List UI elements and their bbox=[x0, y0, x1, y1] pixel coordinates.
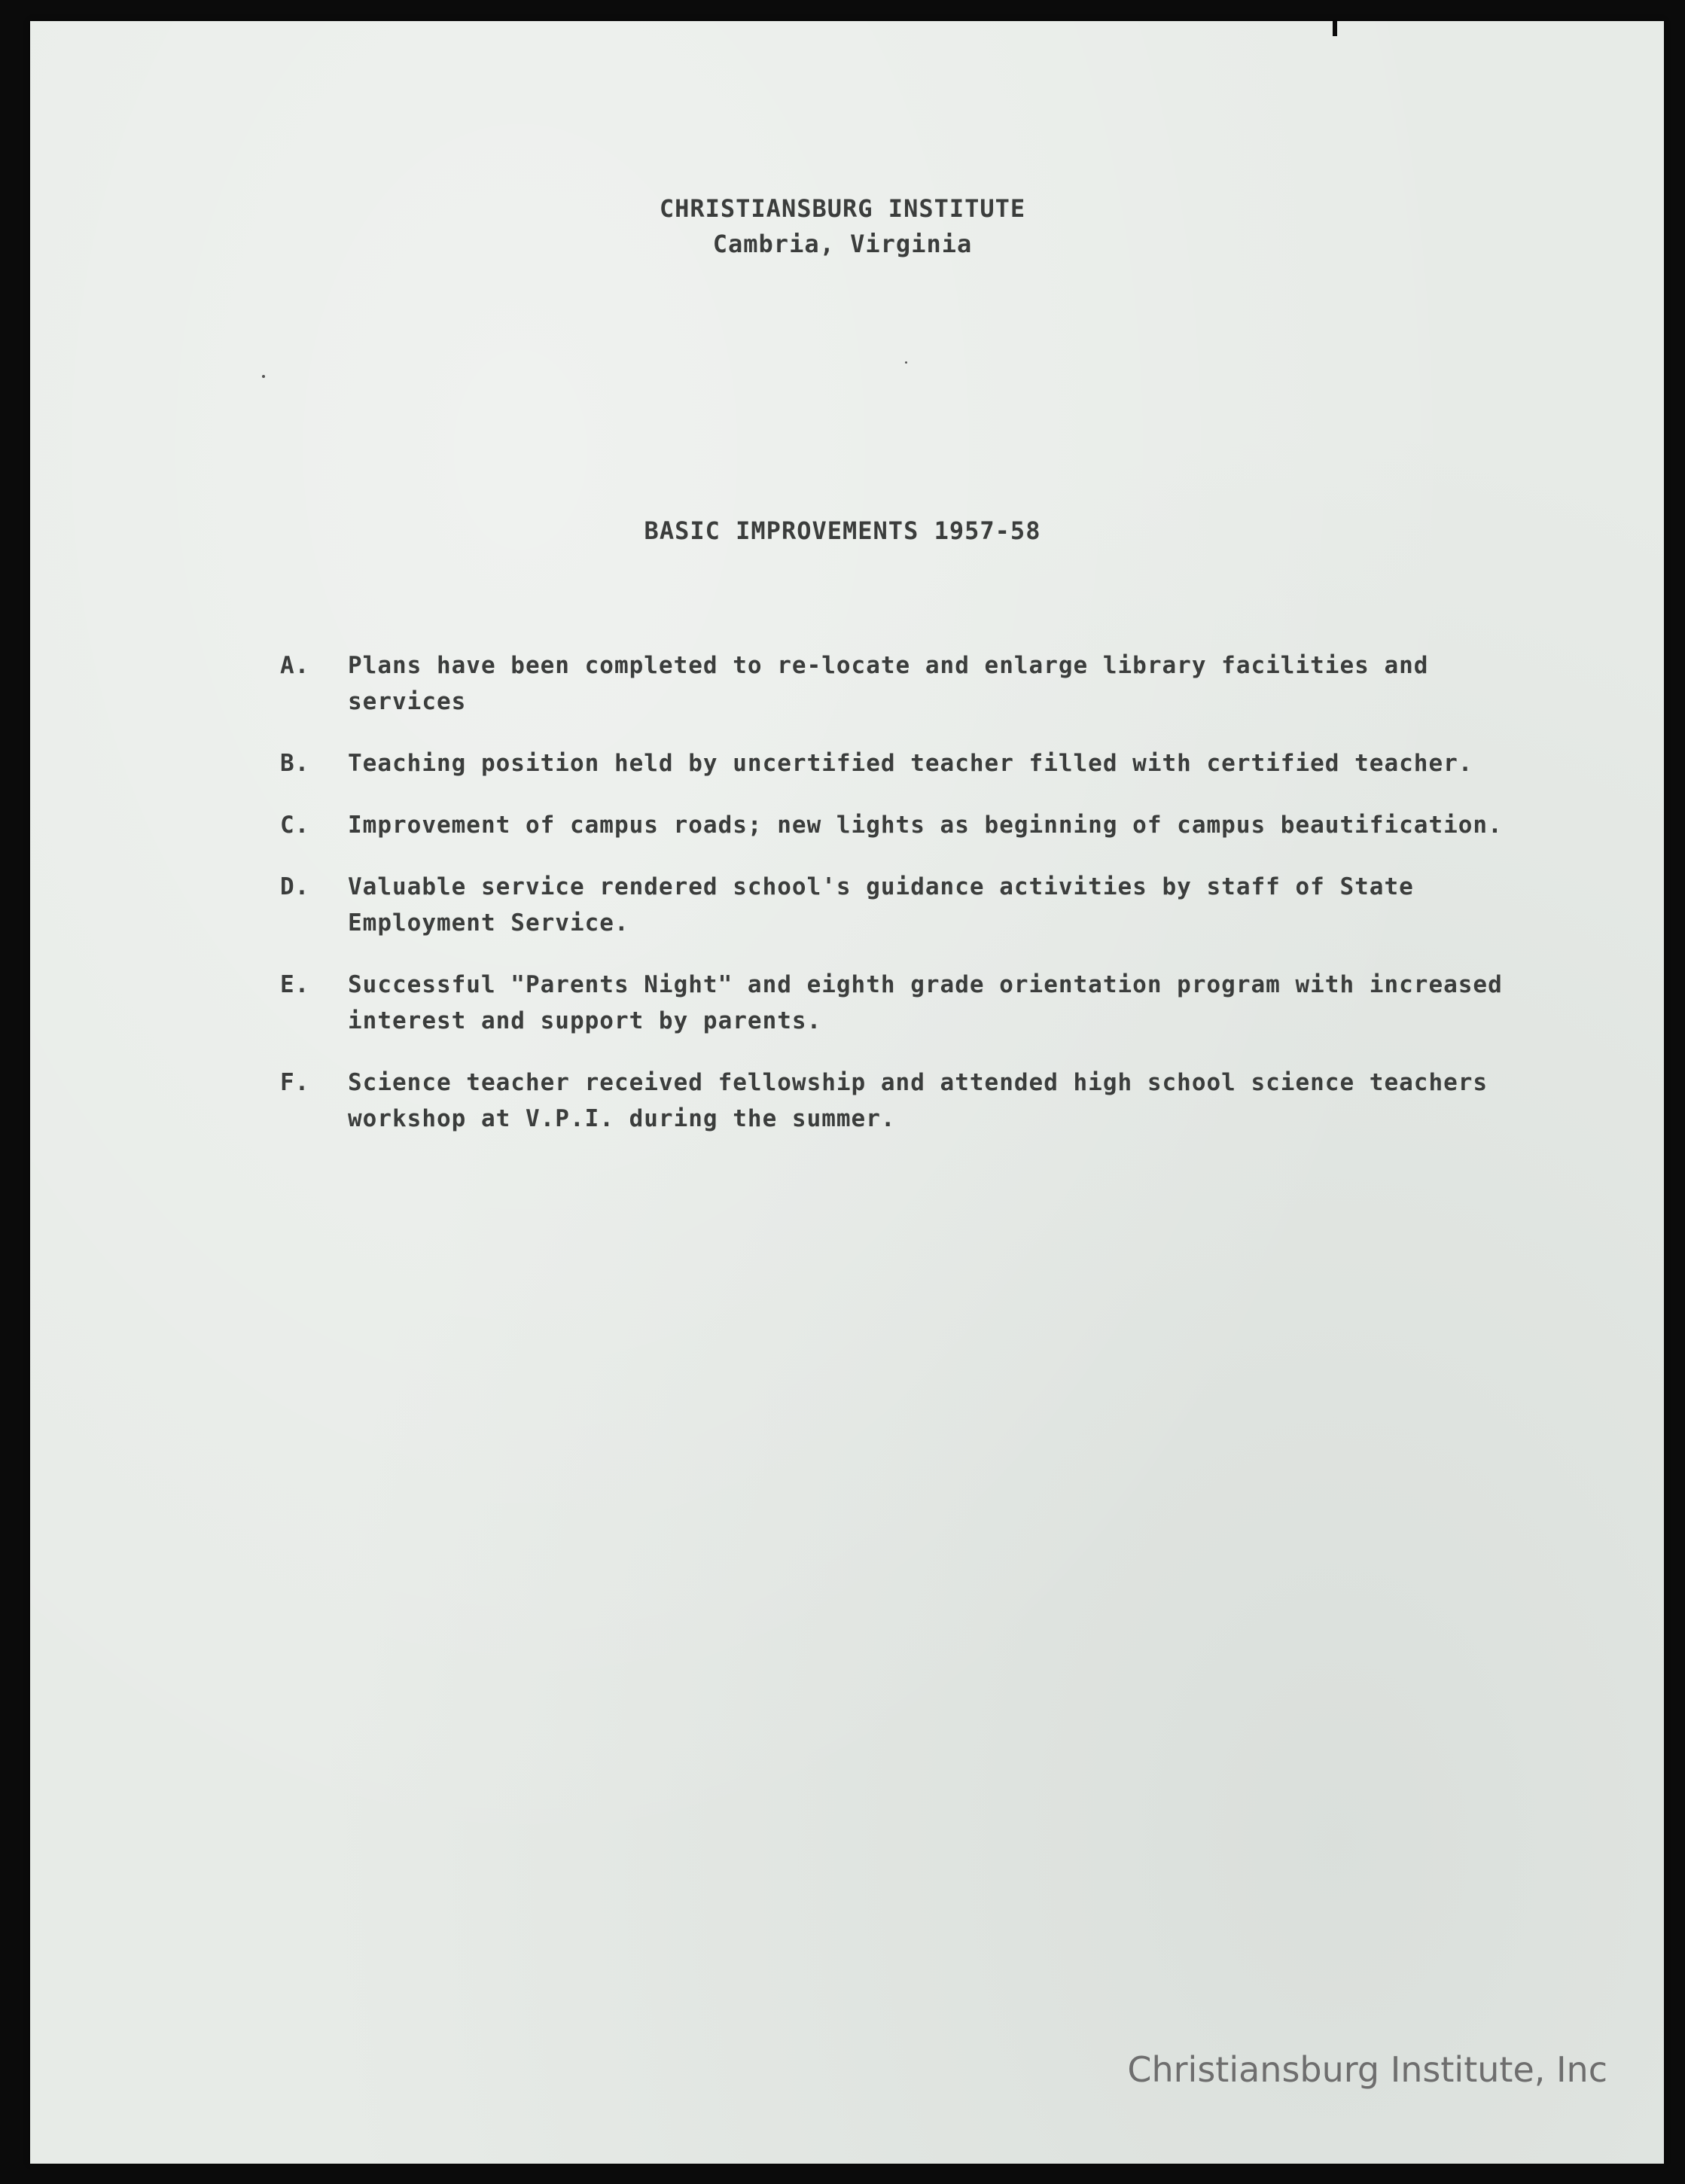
item-letter: E. bbox=[280, 971, 310, 998]
item-text: Teaching position held by uncertified teacher filled with certified teacher. bbox=[348, 750, 1473, 777]
ink-speck bbox=[905, 361, 907, 364]
institution-name: CHRISTIANSBURG INSTITUTE bbox=[659, 194, 1026, 223]
item-text: Improvement of campus roads; new lights as beginning of campus beautification. bbox=[348, 812, 1503, 839]
item-letter: C. bbox=[280, 812, 310, 839]
item-letter: A. bbox=[280, 652, 310, 679]
list-item bbox=[280, 745, 1515, 781]
improvements-list bbox=[280, 647, 1515, 1162]
item-letter: F. bbox=[280, 1069, 310, 1096]
list-item bbox=[280, 869, 1515, 941]
item-text: Plans have been completed to re-locate and enlarge library facilities and services bbox=[348, 652, 1429, 715]
item-letter: B. bbox=[280, 750, 310, 777]
list-item bbox=[280, 807, 1515, 843]
item-text: Science teacher received fellowship and attended high school science teachers workshop at V.P.I. during the summer. bbox=[348, 1069, 1488, 1132]
list-item bbox=[280, 967, 1515, 1039]
ink-speck bbox=[262, 375, 265, 378]
paper-tear bbox=[1333, 21, 1337, 36]
list-item bbox=[280, 647, 1515, 720]
watermark-text: Christiansburg Institute, Inc bbox=[1127, 2049, 1607, 2090]
item-text: Successful "Parents Night" and eighth grade orientation program with increased interest and support by parents. bbox=[348, 971, 1503, 1034]
list-item bbox=[280, 1065, 1515, 1137]
item-text: Valuable service rendered school's guidance activities by staff of State Employment Service. bbox=[348, 873, 1414, 937]
institution-location: Cambria, Virginia bbox=[712, 230, 973, 258]
item-letter: D. bbox=[280, 873, 310, 900]
document-title: BASIC IMPROVEMENTS 1957-58 bbox=[644, 516, 1041, 545]
